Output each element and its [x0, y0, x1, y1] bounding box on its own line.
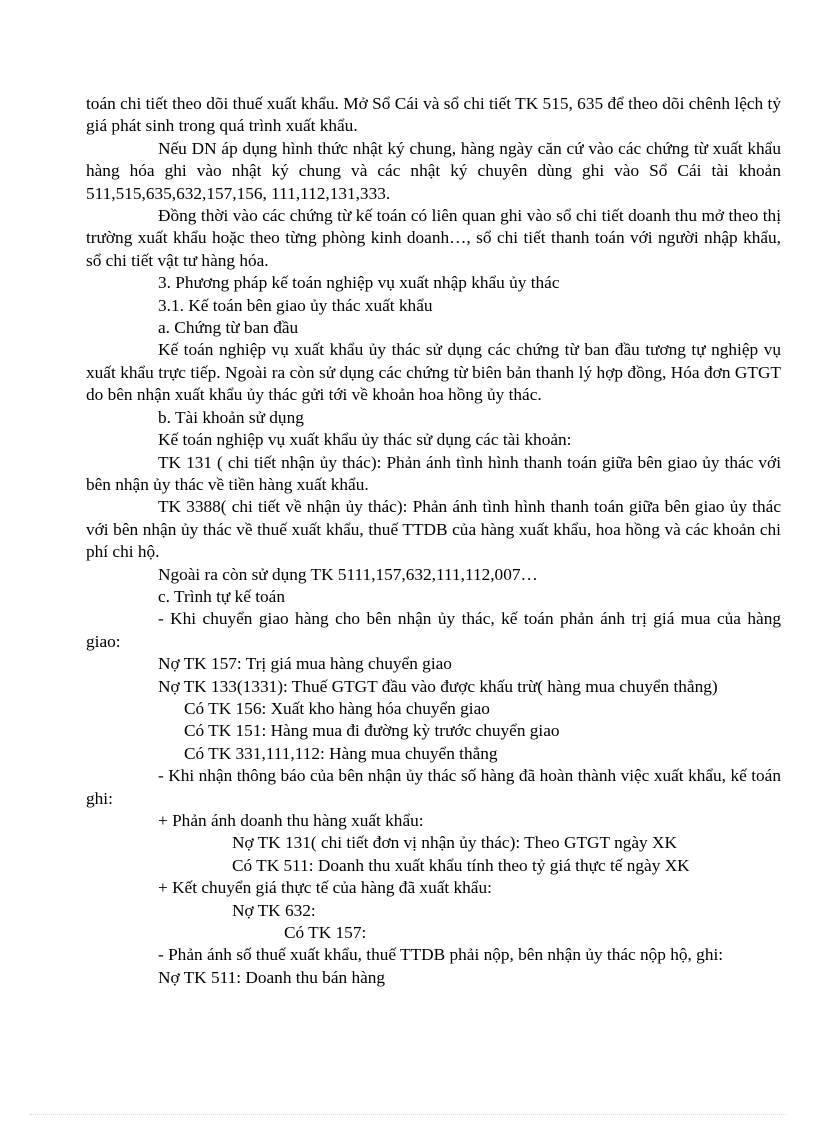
paragraph: Có TK 151: Hàng mua đi đường kỳ trước chuyển giao — [184, 721, 560, 741]
page-bottom-border — [30, 1114, 786, 1115]
paragraph: Kế toán nghiệp vụ xuất khẩu ủy thác sử dụng các tài khoản: — [158, 430, 572, 450]
paragraph: Nếu DN áp dụng hình thức nhật ký chung, hàng ngày căn cứ vào các chứng từ xuất khẩu hàng hóa ghi vào nhật ký chung và các nhật ký chuyên dùng ghi vào Sổ Cái tài khoản 511,515,635,632,157,156, 111,112,131,333. — [86, 138, 781, 203]
paragraph: Ngoài ra còn sử dụng TK 5111,157,632,111,112,007… — [158, 564, 538, 584]
paragraph: - Phản ánh số thuế xuất khẩu, thuế TTDB phải nộp, bên nhận ủy thác nộp hộ, ghi: — [158, 945, 724, 965]
paragraph: Nợ TK 133(1331): Thuế GTGT đầu vào được khấu trừ( hàng mua chuyển thẳng) — [158, 676, 718, 696]
paragraph: Nợ TK 157: Trị giá mua hàng chuyển giao — [158, 654, 452, 674]
paragraph: Đồng thời vào các chứng từ kế toán có liên quan ghi vào sổ chi tiết doanh thu mở theo thị trường xuất khẩu hoặc theo từng phòng kinh doanh…, sổ chi tiết thanh toán với người nhập khẩu, sổ chi tiết vật tư hàng hóa. — [86, 206, 781, 270]
paragraph: TK 3388( chi tiết về nhận ủy thác): Phản ánh tình hình thanh toán giữa bên giao ủy thác với bên nhận ủy thác về thuế xuất khẩu, thuế TTDB của hàng xuất khẩu, hoa hồng và các khoản chi phí chi hộ. — [86, 497, 781, 562]
paragraph: a. Chứng từ ban đầu — [158, 318, 299, 338]
paragraph: + Kết chuyển giá thực tế của hàng đã xuất khẩu: — [158, 878, 492, 898]
paragraph: + Phản ánh doanh thu hàng xuất khẩu: — [158, 811, 424, 830]
paragraph: c. Trình tự kế toán — [158, 586, 285, 606]
paragraph: - Khi chuyển giao hàng cho bên nhận ủy thác, kế toán phản ánh trị giá mua của hàng giao: — [86, 609, 781, 651]
paragraph: Có TK 157: — [284, 923, 367, 943]
paragraph: Nợ TK 131( chi tiết đơn vị nhận ủy thác): Theo GTGT ngày XK — [232, 833, 677, 853]
paragraph: Có TK 156: Xuất kho hàng hóa chuyển giao — [184, 698, 490, 718]
paragraph: Có TK 511: Doanh thu xuất khẩu tính theo tỷ giá thực tế ngày XK — [232, 855, 690, 875]
paragraph: TK 131 ( chi tiết nhận ủy thác): Phản ánh tình hình thanh toán giữa bên giao ủy thác với bên nhận ủy thác về tiền hàng xuất khẩu. — [86, 452, 781, 494]
paragraph: 3.1. Kế toán bên giao ủy thác xuất khẩu — [158, 295, 433, 315]
paragraph: 3. Phương pháp kế toán nghiệp vụ xuất nhập khẩu ủy thác — [158, 273, 560, 293]
paragraph: - Khi nhận thông báo của bên nhận ủy thác số hàng đã hoàn thành việc xuất khẩu, kế toán ghi: — [86, 766, 781, 808]
document-body — [86, 93, 781, 989]
paragraph: Kế toán nghiệp vụ xuất khẩu ủy thác sử dụng các chứng từ ban đầu tương tự nghiệp vụ xuất khẩu trực tiếp. Ngoài ra còn sử dụng các chứng từ biên bản thanh lý hợp đồng, Hóa đơn GTGT do bên nhận xuất khẩu ủy thác gửi tới về khoản hoa hồng ủy thác. — [86, 340, 781, 405]
paragraph: Có TK 331,111,112: Hàng mua chuyển thẳng — [184, 743, 498, 763]
paragraph: Nợ TK 632: — [232, 900, 316, 920]
paragraph: Nợ TK 511: Doanh thu bán hàng — [158, 967, 386, 987]
paragraph: toán chi tiết theo dõi thuế xuất khẩu. Mở Sổ Cái và sổ chi tiết TK 515, 635 để theo dõi chênh lệch tỷ giá phát sinh trong quá trình xuất khẩu. — [86, 94, 781, 136]
paragraph: b. Tài khoản sử dụng — [158, 407, 304, 427]
